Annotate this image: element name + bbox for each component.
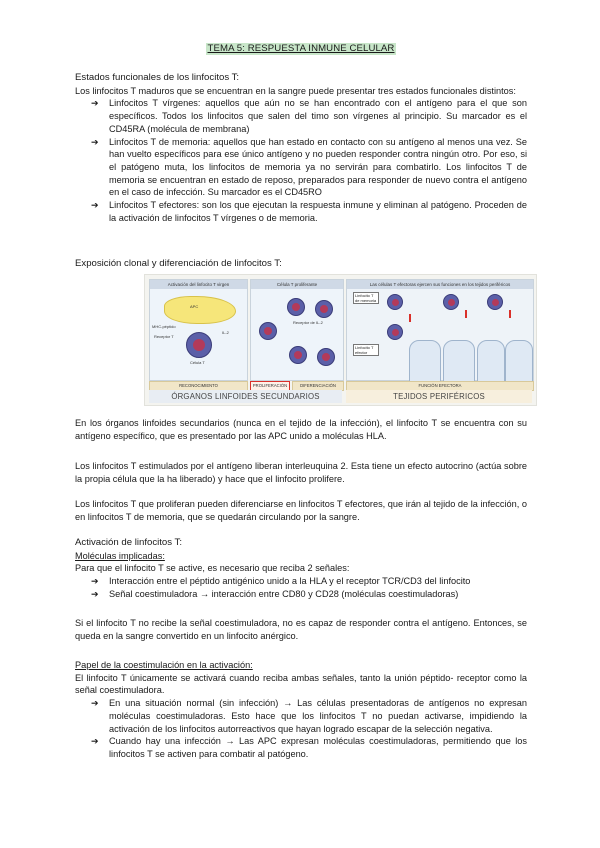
exposicion-heading: Exposición clonal y diferenciación de linfocitos T: bbox=[75, 258, 282, 269]
list-item bbox=[75, 199, 527, 224]
senal-2: Señal coestimuladora → interacción entre CD80 y CD28 (moléculas coestimuladoras) bbox=[109, 588, 459, 599]
arrow-icon: ➔ bbox=[91, 698, 99, 709]
papel-infeccion: Cuando hay una infección → Las APC expresan moléculas coestimuladoras, permitiendo que los linfocitos T se activen para combatir al patógeno. bbox=[109, 736, 527, 759]
estados-heading: Estados funcionales de los linfocitos T: bbox=[75, 72, 240, 83]
page-title: TEMA 5: RESPUESTA INMUNE CELULAR bbox=[207, 43, 395, 54]
section-exposicion-heading bbox=[75, 258, 527, 271]
activacion-heading: Activación de linfocitos T: bbox=[75, 537, 183, 548]
list-item bbox=[75, 97, 527, 135]
estado-virgen: Linfocitos T vírgenes: aquellos que aún no se han encontrado con el antígeno para el que son específicos. Todos los linfocitos que salen del timo son vírgenes al principio. Su marcador es el CD45RA (molécula de membrana) bbox=[109, 98, 527, 134]
senal-1: Interacción entre el péptido antigénico unido a la HLA y el receptor TCR/CD3 del linfocito bbox=[109, 576, 471, 587]
celula-t-label: Célula T bbox=[190, 360, 205, 365]
receptor-il2-label: Receptor de IL-2 bbox=[293, 320, 323, 325]
stage-diferenciacion: DIFERENCIACIÓN bbox=[292, 381, 344, 391]
section-papel bbox=[75, 659, 527, 761]
arrow-icon: ➔ bbox=[91, 200, 99, 211]
mhc-label: MHC-péptido bbox=[152, 324, 176, 329]
panel2-header: Célula T proliferante bbox=[251, 280, 343, 289]
papel-normal: En una situación normal (sin infección) → Las células presentadoras de antígenos no expresan moléculas coestimuladoras. Esto hace que los linfocitos T no puedan activarse, impidiendo la activación de los linfocitos autorreactivos que hayan logrado escapar de la selección negativa. bbox=[109, 698, 527, 734]
estado-memoria: Linfocitos T de memoria: aquellos que han estado en contacto con su antígeno al menos una vez. Se han vuelto específicos para ese único antígeno y no pueden responder contra ningún otro. Por eso, si el patógeno muta, los linfocitos de memoria ya no servirán para combatirlo. Los linfocitos T de memoria se encuentran en estado de reposo, preparados para responder de nuevo contra el antígeno en el caso de infección. Su marcador es el CD45RO bbox=[109, 136, 527, 198]
activacion-sub: Moléculas implicadas: bbox=[75, 550, 165, 561]
list-item bbox=[75, 575, 527, 588]
list-item bbox=[75, 136, 527, 200]
stage-funcion-efectora: FUNCIÓN EFECTORA bbox=[346, 381, 534, 391]
arrow-icon: ➔ bbox=[91, 736, 99, 747]
arrow-icon: ➔ bbox=[91, 98, 99, 109]
t-cell bbox=[259, 322, 277, 340]
stage-reconocimiento: RECONOCIMIENTO bbox=[149, 381, 248, 391]
panel1-header: Activación del linfocito T virgen bbox=[150, 280, 247, 289]
arrow-icon: ➔ bbox=[91, 588, 99, 599]
tissue-cell bbox=[477, 340, 505, 382]
tissue-cell bbox=[505, 340, 533, 382]
tissue-cell bbox=[443, 340, 475, 382]
panel-proliferacion bbox=[250, 279, 344, 381]
arrow-icon: ➔ bbox=[91, 576, 99, 587]
papel-list bbox=[75, 697, 527, 761]
exposicion-p2: Los linfocitos T estimulados por el antígeno liberan interleuquina 2. Esta tiene un efecto autocrino (actúa sobre la propia célula que la ha liberado) y hace que el linfocito prolifere. bbox=[75, 461, 527, 484]
section-activacion bbox=[75, 537, 527, 601]
efector-label: Linfocito T efector bbox=[353, 344, 379, 356]
t-cell bbox=[186, 332, 212, 358]
memoria-label: Linfocito T de memoria bbox=[353, 292, 379, 304]
panel3-header: Las células T efectoras ejercen sus funciones en los tejidos periféricos bbox=[347, 280, 533, 289]
panel-efectora bbox=[346, 279, 534, 381]
location-linfoides: ÓRGANOS LINFOIDES SECUNDARIOS bbox=[149, 390, 342, 403]
t-cell bbox=[317, 348, 335, 366]
exposicion-p3: Los linfocitos T que proliferan pueden diferenciarse en linfocitos T efectores, que irán al tejido de la infección, o en linfocitos T de memoria, que se quedarán circulando por la sangre. bbox=[75, 499, 527, 522]
activacion-list bbox=[75, 575, 527, 600]
t-cell bbox=[287, 298, 305, 316]
apc-cell bbox=[164, 296, 236, 324]
receptor-label: Receptor T bbox=[154, 334, 174, 339]
panel-reconocimiento bbox=[149, 279, 248, 381]
tissue-cell bbox=[409, 340, 441, 382]
location-perifericos: TEJIDOS PERIFÉRICOS bbox=[346, 390, 532, 403]
clonal-expansion-figure bbox=[144, 274, 537, 406]
papel-intro: El linfocito T únicamente se activará cuando reciba ambas señales, tanto la unión péptido- receptor como la señal coestimuladora. bbox=[75, 672, 527, 696]
apc-label: APC bbox=[190, 304, 199, 309]
t-cell bbox=[387, 294, 403, 310]
activacion-intro: Para que el linfocito T se active, es necesario que reciba 2 señales: bbox=[75, 563, 350, 574]
exposicion-p1: En los órganos linfoides secundarios (nunca en el tejido de la infección), el linfocito T se encuentra con su antígeno específico, que es presentado por las APC unido a moléculas HLA. bbox=[75, 418, 527, 441]
t-cell bbox=[487, 294, 503, 310]
estados-list bbox=[75, 97, 527, 224]
list-item bbox=[75, 735, 527, 760]
list-item bbox=[75, 588, 527, 601]
activacion-p1: Si el linfocito T no recibe la señal coestimuladora, no es capaz de responder contra el antígeno. Entonces, se queda en la sangre convertido en un linfocito anérgico. bbox=[75, 618, 527, 641]
papel-heading: Papel de la coestimulación en la activación: bbox=[75, 660, 253, 670]
arrow-icon: ➔ bbox=[91, 136, 99, 147]
section-estados bbox=[75, 72, 527, 224]
title-wrap bbox=[75, 42, 527, 55]
t-cell bbox=[315, 300, 333, 318]
list-item bbox=[75, 697, 527, 735]
stage-proliferacion: PROLIFERACIÓN bbox=[250, 381, 290, 391]
t-cell bbox=[289, 346, 307, 364]
t-cell bbox=[443, 294, 459, 310]
estados-intro: Los linfocitos T maduros que se encuentran en la sangre puede presentar tres estados funcionales distintos: bbox=[75, 85, 516, 96]
il2-label: IL-2 bbox=[222, 330, 229, 335]
estado-efector: Linfocitos T efectores: son los que ejecutan la respuesta inmune y eliminan al patógeno. Proceden de la activación de linfocitos T vírgenes o de memoria. bbox=[109, 200, 527, 223]
t-cell bbox=[387, 324, 403, 340]
